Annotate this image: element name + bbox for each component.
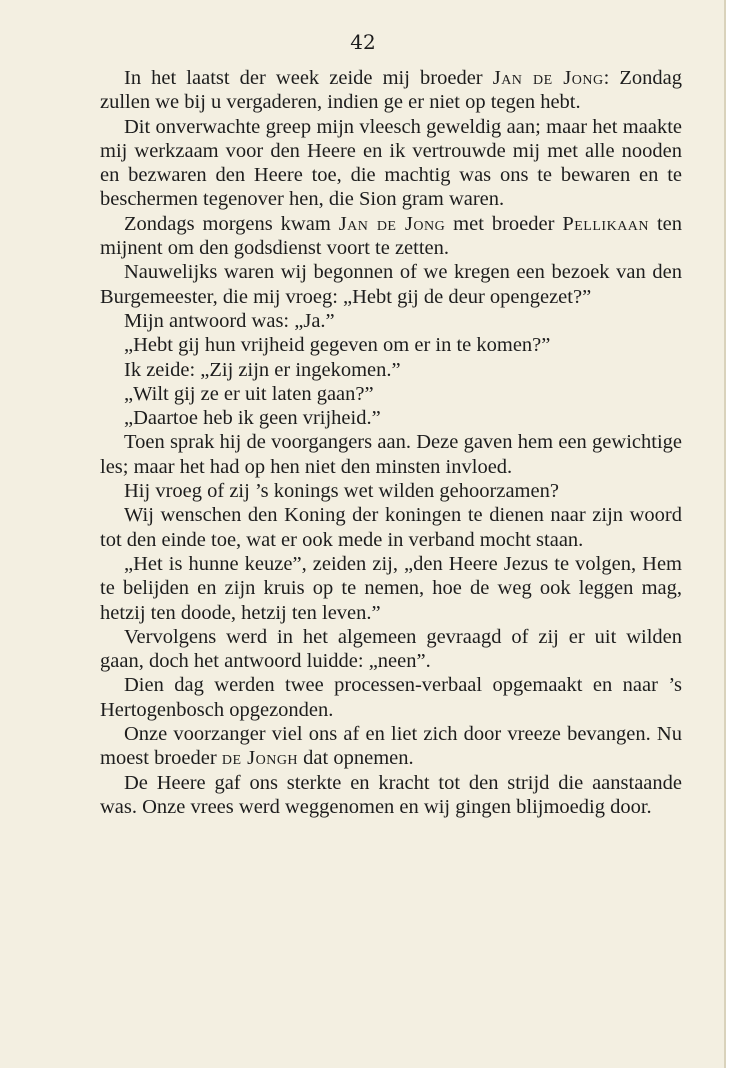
paragraph: „Het is hunne keuze”, zeiden zij, „den Heere Jezus te volgen, Hem te belijden en zijn kruis op te nemen, hoe de weg ook leggen mag, hetzij ten doode, hetzij ten leven.” xyxy=(100,552,682,624)
person-name: de Jongh xyxy=(221,747,299,770)
paragraph: Nauwelijks waren wij begonnen of we kregen een bezoek van den Burgemeester, die mij vroeg: „Hebt gij de deur opengezet?” xyxy=(100,261,682,308)
paragraph: Dien dag werden twee processen-verbaal opgemaakt en naar ’s Hertogenbosch opgezonden. xyxy=(100,674,682,721)
paragraph: „Wilt gij ze er uit laten gaan?” xyxy=(124,382,374,405)
person-name: Jan de Jong xyxy=(492,67,604,89)
paragraph: Mijn antwoord was: „Ja.” xyxy=(124,309,335,332)
paragraph: De Heere gaf ons sterkte en kracht tot den strijd die aanstaande was. Onze vrees werd weggenomen en wij gingen blijmoedig door. xyxy=(100,771,682,818)
paragraph: „Hebt gij hun vrijheid gegeven om er in te komen?” xyxy=(124,334,551,357)
person-name: Pellikaan xyxy=(562,212,650,235)
paragraph: Dit onverwachte greep mijn vleesch geweldig aan; maar het maakte mij werkzaam voor den Heere en ik vertrouwde mij met alle nooden en bezwaren den Heere toe, die machtig was ons te bewaren en te beschermen tegenover hen, die Sion gram waren. xyxy=(100,115,682,211)
paragraph: In het laatst der week zeide mij broeder Jan de Jong: Zondag zullen we bij u vergaderen, indien ge er niet op tegen hebt. xyxy=(100,67,682,114)
paragraph: Ik zeide: „Zij zijn er ingekomen.” xyxy=(124,358,401,381)
paragraph: Wij wenschen den Koning der koningen te dienen naar zijn woord tot den einde toe, wat er ook mede in verband mocht staan. xyxy=(100,504,682,551)
paragraph: Toen sprak hij de voorgangers aan. Deze gaven hem een gewichtige les; maar het had op hen niet den minsten invloed. xyxy=(100,431,682,478)
paragraph: Zondags morgens kwam Jan de Jong met broeder Pellikaan ten mijnent om den godsdienst voort te zetten. xyxy=(100,212,683,260)
paragraph: Onze voorzanger viel ons af en liet zich door vreeze bevangen. Nu moest broeder de Jongh dat opnemen. xyxy=(100,723,682,770)
page-number: 42 xyxy=(350,30,376,54)
paragraph: Hij vroeg of zij ’s konings wet wilden gehoorzamen? xyxy=(124,480,559,503)
person-name: Jan de Jong xyxy=(338,212,446,235)
paragraph: Vervolgens werd in het algemeen gevraagd of zij er uit wilden gaan, doch het antwoord luidde: „neen”. xyxy=(100,625,682,673)
body-text xyxy=(100,66,682,819)
paragraph: „Daartoe heb ik geen vrijheid.” xyxy=(124,407,381,430)
